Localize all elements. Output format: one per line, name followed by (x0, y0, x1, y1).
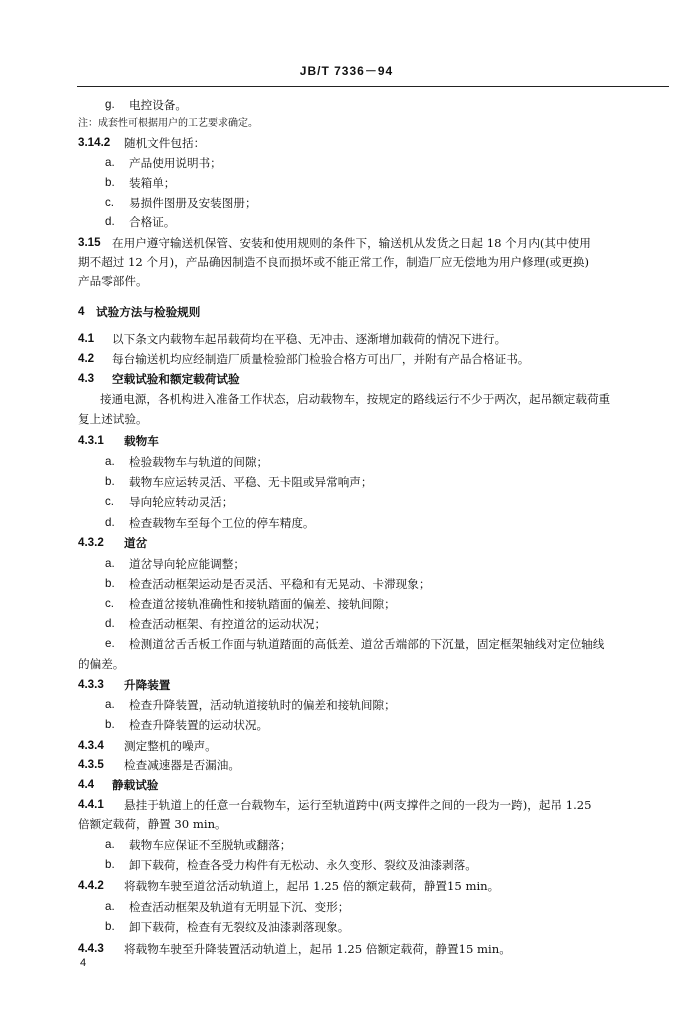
list-item-label: a. (105, 900, 115, 913)
text-line: 合格证。 (129, 215, 176, 229)
list-item-label: b. (105, 475, 115, 488)
text-line: 的偏差。 (78, 657, 125, 671)
list-item-label: c. (105, 597, 115, 610)
list-item-label: g. (105, 98, 115, 111)
header-rule (77, 86, 669, 87)
text-line: 检查道岔接轨准确性和接轨踏面的偏差、接轨间隙； (129, 597, 396, 611)
text-line: 卸下载荷，检查各受力构件有无松动、永久变形、裂纹及油漆剥落。 (129, 858, 477, 872)
list-item-label: a. (105, 838, 115, 851)
text-line: 道岔 (124, 536, 148, 550)
text-line: 易损件图册及安装图册； (129, 196, 257, 210)
text-line: 以下条文内载物车起吊载荷均在平稳、无冲击、逐渐增加载荷的情况下进行。 (112, 332, 507, 346)
text-line: 电控设备。 (129, 98, 187, 112)
text-line: 静载试验 (112, 778, 159, 792)
clause-number: 4.3.1 (78, 434, 104, 447)
text-line: 检测道岔舌舌板工作面与轨道踏面的高低差、道岔舌端部的下沉量，固定框架轴线对定位轴线 (129, 637, 605, 651)
clause-number: 4.1 (78, 332, 95, 345)
clause-number: 4.4.3 (78, 942, 104, 955)
list-item-label: d. (105, 516, 115, 529)
text-line: 接通电源，各机构进入准备工作状态，启动载物车，按规定的路线运行不少于两次，起吊额定载荷重 (100, 392, 611, 406)
text-line: 载物车应运转灵活、平稳、无卡阻或异常响声； (129, 475, 373, 489)
clause-number: 4.3 (78, 372, 95, 385)
text-line: 检验载物车与轨道的间隙； (129, 455, 269, 469)
clause-number: 4.3.5 (78, 758, 104, 771)
page-number: 4 (80, 957, 87, 969)
list-item-label: a. (105, 156, 115, 169)
text-line: 产品零部件。 (78, 274, 148, 288)
text-line: 检查升降装置，活动轨道接轨时的偏差和接轨间隙； (129, 698, 396, 712)
text-line: 将载物车驶至道岔活动轨道上，起吊 1.25 倍的额定载荷，静置15 min。 (124, 879, 500, 893)
list-item-label: a. (105, 698, 115, 711)
text-line: 道岔导向轮应能调整； (129, 557, 245, 571)
list-item-label: b. (105, 577, 115, 590)
text-line: 倍额定载荷，静置 30 min。 (78, 817, 227, 831)
list-item-label: d. (105, 617, 115, 630)
text-line: 将载物车驶至升降装置活动轨道上，起吊 1.25 倍额定载荷，静置15 min。 (124, 942, 511, 956)
text-line: 导向轮应转动灵活； (129, 495, 234, 509)
text-line: 每台输送机均应经制造厂质量检验部门检验合格方可出厂，并附有产品合格证书。 (112, 352, 530, 366)
text-line: 随机文件包括： (124, 136, 206, 150)
list-item-label: a. (105, 557, 115, 570)
list-item-label: c. (105, 495, 115, 508)
text-line: 检查活动框架、有控道岔的运动状况； (129, 617, 327, 631)
text-line: 悬挂于轨道上的任意一台载物车，运行至轨道跨中(两支撑件之间的一段为一跨)，起吊 1.25 (124, 798, 592, 812)
text-line: 检查载物车至每个工位的停车精度。 (129, 516, 315, 530)
text-line: 复上述试验。 (78, 412, 148, 426)
text-line: 检查活动框架及轨道有无明显下沉、变形； (129, 900, 350, 914)
clause-number: 4.4.2 (78, 879, 104, 892)
list-item-label: b. (105, 858, 115, 871)
text-line: 试验方法与检验规则 (96, 305, 201, 319)
clause-number: 4 (78, 305, 85, 318)
text-line: 卸下载荷，检查有无裂纹及油漆剥落现象。 (129, 920, 350, 934)
text-line: 检查减速器是否漏油。 (124, 758, 240, 772)
text-line: 期不超过 12 个月)，产品确因制造不良而损坏或不能正常工作，制造厂应无偿地为用户修理(或更换) (78, 255, 590, 269)
clause-number: 4.4.1 (78, 798, 104, 811)
list-item-label: a. (105, 455, 115, 468)
clause-number: 4.3.3 (78, 678, 104, 691)
text-line: 装箱单； (129, 176, 176, 190)
list-item-label: d. (105, 215, 115, 228)
text-line: 注：成套性可根据用户的工艺要求确定。 (78, 118, 258, 129)
text-line: 检查升降装置的运动状况。 (129, 718, 269, 732)
document-header-code: JB/T 7336－94 (299, 64, 394, 78)
text-line: 升降装置 (124, 678, 171, 692)
text-line: 载物车应保证不至脱轨或翻落； (129, 838, 292, 852)
list-item-label: e. (105, 637, 115, 650)
text-line: 测定整机的噪声。 (124, 739, 217, 753)
clause-number: 4.2 (78, 352, 95, 365)
list-item-label: b. (105, 176, 115, 189)
text-line: 空载试验和额定载荷试验 (112, 372, 240, 386)
list-item-label: b. (105, 718, 115, 731)
list-item-label: b. (105, 920, 115, 933)
clause-number: 4.3.4 (78, 739, 104, 752)
clause-number: 4.3.2 (78, 536, 104, 549)
text-line: 产品使用说明书； (129, 156, 222, 170)
clause-number: 3.15 (78, 236, 101, 249)
text-line: 载物车 (124, 434, 159, 448)
text-line: 检查活动框架运动是否灵活、平稳和有无晃动、卡滞现象； (129, 577, 431, 591)
list-item-label: c. (105, 196, 115, 209)
text-line: 在用户遵守输送机保管、安装和使用规则的条件下，输送机从发货之日起 18 个月内(其中使用 (112, 236, 591, 250)
clause-number: 3.14.2 (78, 136, 111, 149)
clause-number: 4.4 (78, 778, 95, 791)
